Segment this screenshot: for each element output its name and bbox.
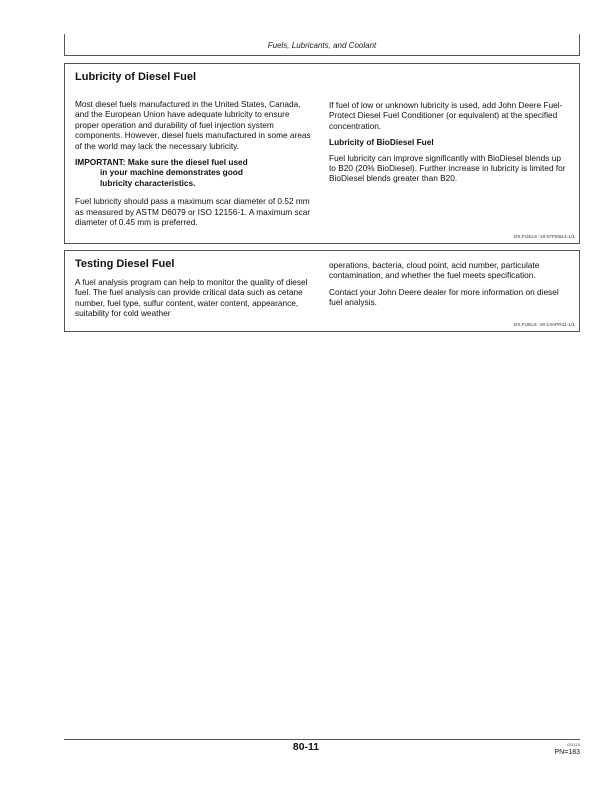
subheading: Lubricity of BioDiesel Fuel: [329, 137, 434, 148]
paragraph: Contact your John Deere dealer for more information on diesel fuel analysis.: [329, 286, 559, 308]
important-line: IMPORTANT: Make sure the diesel fuel used: [75, 157, 248, 168]
paragraph: If fuel of low or unknown lubricity is used, add John Deere Fuel-Protect Diesel Fuel Conditioner (or equivalent) at the specified concentration.: [329, 100, 563, 131]
running-head: Fuels, Lubricants, and Coolant: [267, 41, 377, 50]
section-title: Lubricity of Diesel Fuel: [75, 71, 197, 83]
paragraph: Fuel lubricity should pass a maximum scar diameter of 0.52 mm as measured by ASTM D6079 or ISO 12156-1. A maximum scar diameter of 0.45 mm is preferred.: [75, 196, 311, 228]
footer-pn: PN=183: [554, 749, 580, 756]
document-id: DX,FUEL5 -19-07FEB14-1/1: [513, 235, 575, 240]
important-line: lubricity characteristics.: [100, 177, 196, 188]
important-notice: [75, 157, 313, 188]
important-line: in your machine demonstrates good: [100, 167, 243, 178]
page-number: 80-11: [292, 741, 320, 753]
footer-code: 021115: [567, 742, 580, 747]
paragraph: A fuel analysis program can help to monitor the quality of diesel fuel. The fuel analysis can provide critical data such as cetane number, fuel type, sulfur content, water content, appearance, suitability for cold weather: [75, 277, 308, 319]
paragraph: Fuel lubricity can improve significantly with BioDiesel blends up to B20 (20% BioDiesel). Further increase in lubricity is limited for BioDiesel blends greater than B20.: [329, 152, 566, 184]
paragraph: Most diesel fuels manufactured in the United States, Canada, and the European Union have adequate lubricity to ensure proper operation and durability of fuel injection system components. However, diesel fuels manufactured in some areas of the world may lack the necessary lubricity.: [75, 99, 311, 151]
paragraph: operations, bacteria, cloud point, acid number, particulate contamination, and whether the fuel meets specification.: [329, 260, 540, 281]
section-lubricity-of-diesel-fuel: [64, 63, 580, 244]
document-id: DX,FUEL6 -19-14APR11-1/1: [513, 323, 575, 328]
left-column: [75, 99, 313, 233]
section-testing-diesel-fuel: [64, 250, 580, 332]
section-title: Testing Diesel Fuel: [75, 258, 175, 270]
right-column: [329, 100, 567, 190]
footer-rule: [64, 739, 580, 740]
right-column: [329, 260, 567, 314]
running-head-frame: [64, 34, 580, 56]
left-column: [75, 277, 313, 325]
